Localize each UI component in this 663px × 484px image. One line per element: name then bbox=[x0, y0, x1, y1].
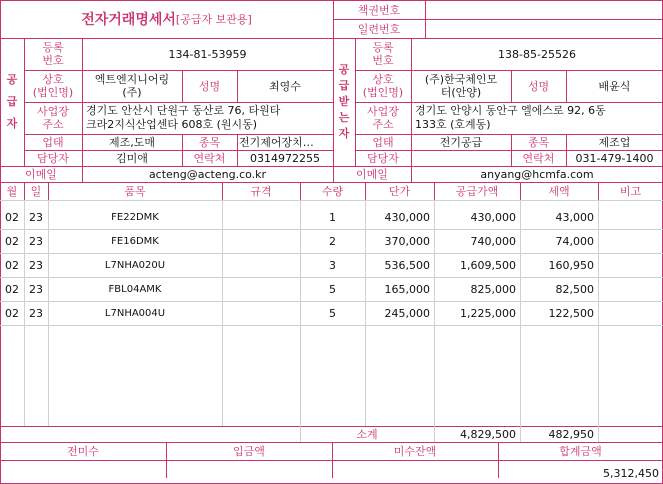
receiver-addr: 경기도 안양시 동안구 엘에스로 92, 6동 133호 (호계동) bbox=[415, 104, 606, 131]
footer-balance-label: 미수잔액 bbox=[393, 445, 437, 458]
supplier-item: 전기제어장치… bbox=[239, 136, 314, 149]
cell-tax: 43,000 bbox=[555, 210, 594, 224]
book-no-label: 책권번호 bbox=[357, 3, 401, 17]
footer-total: 5,312,450 bbox=[603, 467, 659, 480]
receiver-reg-no: 138-85-25526 bbox=[498, 47, 576, 61]
cell-price: 370,000 bbox=[384, 234, 430, 248]
cell-note bbox=[598, 277, 663, 301]
side-char: 급 bbox=[6, 95, 18, 108]
side-char: 받 bbox=[338, 95, 350, 108]
footer-balance bbox=[332, 460, 498, 478]
col-month-header: 월 bbox=[6, 185, 18, 198]
cell-price: 245,000 bbox=[384, 306, 430, 320]
cell-spec bbox=[222, 301, 300, 325]
footer-unpaid bbox=[0, 460, 166, 478]
cell-note bbox=[598, 229, 663, 253]
col-item-header: 품목 bbox=[124, 185, 146, 198]
side-char: 는 bbox=[338, 111, 350, 124]
side-char: 공 bbox=[338, 63, 350, 76]
receiver-rep-label: 성명 bbox=[527, 80, 550, 93]
cell-spec bbox=[222, 229, 300, 253]
supplier-addr-label: 사업장 주소 bbox=[37, 105, 69, 131]
cell-supply: 825,000 bbox=[470, 282, 516, 296]
cell-tax: 160,950 bbox=[548, 258, 594, 272]
supplier-name-label: 상호 (법인명) bbox=[32, 73, 74, 99]
supplier-rep: 최영수 bbox=[269, 80, 301, 93]
receiver-reg-label: 등록 번호 bbox=[372, 41, 394, 67]
receiver-item: 제조업 bbox=[598, 136, 631, 149]
col-note-header: 비고 bbox=[619, 185, 642, 198]
receiver-addr-label: 사업장 주소 bbox=[367, 105, 399, 131]
cell-price: 430,000 bbox=[384, 210, 430, 224]
receiver-manager bbox=[411, 150, 511, 166]
supplier-email: acteng@acteng.co.kr bbox=[148, 167, 267, 181]
document-title bbox=[0, 0, 333, 38]
receiver-biz-label: 업태 bbox=[372, 136, 394, 149]
col-tax-header: 세액 bbox=[548, 185, 570, 198]
cell-item: L7NHA004U bbox=[104, 307, 166, 319]
supplier-side-label bbox=[0, 38, 24, 166]
subtotal-label: 소계 bbox=[356, 428, 378, 441]
grid-line bbox=[425, 0, 426, 38]
cell-supply: 1,225,000 bbox=[460, 306, 516, 320]
cell-item: FBL04AMK bbox=[108, 283, 162, 295]
footer-unpaid-label: 전미수 bbox=[67, 445, 99, 458]
cell-month: 02 bbox=[5, 282, 19, 296]
footer-deposit-label: 입금액 bbox=[233, 445, 265, 458]
cell-note bbox=[598, 205, 663, 229]
col-qty-header: 수량 bbox=[321, 185, 344, 198]
receiver-email-label: 이메일 bbox=[356, 168, 388, 181]
side-char: 자 bbox=[6, 117, 18, 130]
cell-supply: 740,000 bbox=[470, 234, 516, 248]
supplier-email-label: 이메일 bbox=[25, 168, 57, 181]
supplier-manager: 김미애 bbox=[116, 152, 148, 165]
cell-day: 23 bbox=[29, 258, 43, 272]
cell-day: 23 bbox=[29, 282, 43, 296]
supplier-item-label: 종목 bbox=[198, 136, 221, 149]
subtotal-tax: 482,950 bbox=[548, 427, 594, 441]
cell-qty: 1 bbox=[329, 210, 336, 224]
side-char: 급 bbox=[338, 79, 350, 92]
cell-spec bbox=[222, 253, 300, 277]
receiver-name: (주)한국체인모 터(안양) bbox=[424, 73, 498, 99]
supplier-contact-label: 연락처 bbox=[193, 152, 226, 165]
grid-line bbox=[0, 325, 663, 326]
supplier-contact: 0314972255 bbox=[250, 151, 320, 165]
cell-day: 23 bbox=[29, 306, 43, 320]
receiver-side-label bbox=[333, 38, 355, 166]
cell-month: 02 bbox=[5, 306, 19, 320]
cell-supply: 430,000 bbox=[470, 210, 516, 224]
cell-supply: 1,609,500 bbox=[460, 258, 516, 272]
supplier-addr: 경기도 안산시 단원구 동산로 76, 타원타 크라2지식산업센타 608호 (원시동) bbox=[86, 104, 281, 131]
title-sub: [공급자 보관용] bbox=[175, 13, 252, 26]
receiver-email: anyang@hcmfa.com bbox=[480, 167, 594, 181]
col-spec-header: 규격 bbox=[250, 185, 272, 198]
cell-qty: 2 bbox=[329, 234, 336, 248]
receiver-rep: 배윤식 bbox=[598, 80, 631, 93]
col-supply-header: 공급가액 bbox=[455, 185, 499, 198]
cell-month: 02 bbox=[5, 258, 19, 272]
subtotal-supply: 4,829,500 bbox=[460, 427, 516, 441]
cell-qty: 5 bbox=[329, 306, 336, 320]
cell-qty: 3 bbox=[329, 258, 336, 272]
cell-tax: 82,500 bbox=[555, 282, 594, 296]
cell-tax: 74,000 bbox=[555, 234, 594, 248]
cell-qty: 5 bbox=[329, 282, 336, 296]
side-char: 공 bbox=[6, 73, 18, 86]
supplier-reg-label: 등록 번호 bbox=[42, 41, 64, 67]
receiver-contact: 031-479-1400 bbox=[575, 151, 654, 165]
supplier-biz-label: 업태 bbox=[42, 136, 64, 149]
receiver-manager-label: 담당자 bbox=[367, 152, 399, 165]
supplier-reg-no: 134-81-53959 bbox=[168, 47, 247, 61]
title-main: 전자거래명세서 bbox=[81, 12, 176, 28]
cell-note bbox=[598, 253, 663, 277]
receiver-biz: 전기공급 bbox=[439, 136, 483, 149]
cell-note bbox=[598, 301, 663, 325]
cell-month: 02 bbox=[5, 210, 19, 224]
supplier-biz: 제조,도매 bbox=[108, 136, 155, 149]
cell-month: 02 bbox=[5, 234, 19, 248]
grid-line bbox=[0, 200, 663, 201]
supplier-rep-label: 성명 bbox=[198, 80, 221, 93]
cell-item: L7NHA020U bbox=[104, 259, 166, 271]
grid-line bbox=[598, 426, 599, 442]
serial-no-label: 일련번호 bbox=[357, 22, 401, 36]
cell-price: 536,500 bbox=[384, 258, 430, 272]
cell-item: FE22DMK bbox=[111, 211, 159, 223]
col-price-header: 단가 bbox=[388, 185, 411, 198]
cell-spec bbox=[222, 277, 300, 301]
supplier-manager-label: 담당자 bbox=[37, 152, 69, 165]
receiver-item-label: 종목 bbox=[527, 136, 550, 149]
cell-day: 23 bbox=[29, 210, 43, 224]
receiver-name-label: 상호 (법인명) bbox=[362, 73, 404, 99]
side-char: 자 bbox=[338, 127, 350, 140]
cell-item: FE16DMK bbox=[111, 235, 159, 247]
cell-tax: 122,500 bbox=[548, 306, 594, 320]
footer-deposit bbox=[166, 460, 332, 478]
cell-price: 165,000 bbox=[384, 282, 430, 296]
supplier-name: 엑트엔지니어링 (주) bbox=[94, 73, 170, 99]
col-day-header: 일 bbox=[30, 185, 42, 198]
cell-spec bbox=[222, 205, 300, 229]
footer-total-label: 합계금액 bbox=[559, 445, 602, 458]
receiver-contact-label: 연락처 bbox=[522, 152, 555, 165]
cell-day: 23 bbox=[29, 234, 43, 248]
